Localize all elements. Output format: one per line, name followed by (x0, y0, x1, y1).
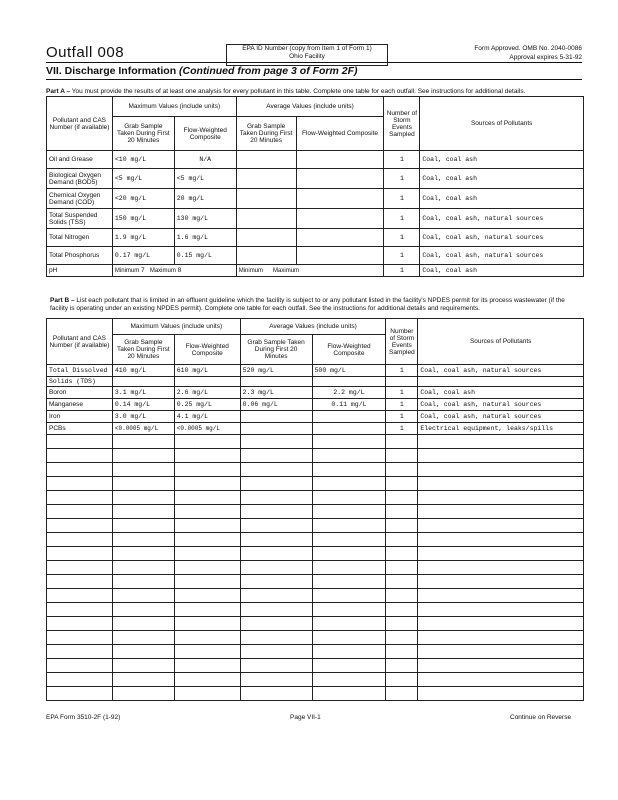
table-row (47, 229, 584, 247)
table-row (47, 377, 584, 387)
row-max-flow: 20 mg/L (174, 189, 236, 209)
blank-row (47, 491, 584, 505)
col-avg-grab: Grab Sample Taken During First 20 Minutes (236, 117, 296, 151)
blank-row (47, 575, 584, 589)
row-pollutant: Manganese (47, 399, 113, 411)
row-pollutant: Boron (47, 387, 113, 399)
row-max-grab: <10 mg/L (112, 151, 174, 169)
blank-row (47, 533, 584, 547)
table-row (47, 423, 584, 435)
row-max-grab: 410 mg/L (112, 365, 174, 377)
col-sources: Sources of Pollutants (420, 97, 584, 151)
part-a-table (46, 96, 584, 277)
row-avg-flow (296, 247, 384, 265)
epa-id-value: Ohio Facility (289, 53, 325, 60)
col-max-grab: Grab Sample Taken During First 20 Minutes (112, 117, 174, 151)
row-avg-flow (296, 229, 384, 247)
row-max-grab: 0.14 mg/L (112, 399, 174, 411)
blank-row (47, 589, 584, 603)
row-pollutant: Total Phosphorus (47, 247, 113, 265)
row-avg-flow (296, 151, 384, 169)
col-max-flow-b: Flow-Weighted Composite (174, 335, 240, 365)
blank-row (47, 645, 584, 659)
row-pollutant: pH (47, 265, 113, 277)
row-source: Coal, coal ash (420, 169, 584, 189)
row-avg-flow: 0.11 mg/L (312, 399, 386, 411)
row-pollutant: Solids (TDS) (47, 377, 113, 387)
row-pollutant: Biological Oxygen Demand (BOD5) (47, 169, 113, 189)
row-max-flow: <5 mg/L (174, 169, 236, 189)
row-source: Coal, coal ash (420, 265, 584, 277)
row-source: Coal, coal ash, natural sources (420, 229, 584, 247)
row-max-grab: 1.9 mg/L (112, 229, 174, 247)
part-a-label: Part A – (46, 88, 71, 95)
row-pollutant: Total Dissolved (47, 365, 113, 377)
row-max-flow: 1.6 mg/L (174, 229, 236, 247)
blank-row (47, 505, 584, 519)
row-avg-grab (236, 169, 296, 189)
col-max-values: Maximum Values (include units) (112, 97, 236, 117)
part-a-text: You must provide the results of at least one analysis for every pollutant in this table. Complete one table for each outfall. See instructions for additional details. (71, 88, 526, 95)
form-approval (430, 44, 582, 62)
row-avg-grab (240, 423, 312, 435)
epa-id-label: EPA ID Number (copy from Item 1 of Form 1) (242, 45, 372, 52)
row-max-flow: N/A (174, 151, 236, 169)
section-title-sub: (Continued from page 3 of Form 2F) (179, 65, 358, 77)
col-pollutant: Pollutant and CAS Number (if available) (47, 97, 113, 151)
row-avg-grab (236, 247, 296, 265)
col-storm-events-b: Number of Storm Events Sampled (386, 319, 418, 365)
row-source: Coal, coal ash, natural sources (418, 411, 584, 423)
row-events: 1 (386, 365, 418, 377)
col-storm-events: Number of Storm Events Sampled (384, 97, 420, 151)
table-row (47, 169, 584, 189)
section-title-main: VII. Discharge Information (46, 65, 177, 77)
row-events: 1 (384, 169, 420, 189)
row-max-grab: 150 mg/L (112, 209, 174, 229)
row-avg-flow (312, 423, 386, 435)
row-avg-flow (296, 209, 384, 229)
footer-page: Page VII-1 (290, 714, 321, 721)
row-pollutant: Iron (47, 411, 113, 423)
blank-row (47, 687, 584, 701)
col-max-flow: Flow-Weighted Composite (174, 117, 236, 151)
part-a-instructions (46, 88, 586, 95)
table-row (47, 189, 584, 209)
ph-avg-minimum-label: Minimum (238, 267, 264, 274)
blank-row (47, 617, 584, 631)
row-avg-grab (236, 151, 296, 169)
row-events: 1 (384, 265, 420, 277)
row-events: 1 (384, 151, 420, 169)
row-events: 1 (384, 229, 420, 247)
row-source: Coal, coal ash, natural sources (420, 247, 584, 265)
table-row (47, 387, 584, 399)
row-max-flow: 610 mg/L (174, 365, 240, 377)
outfall-label: Outfall 008 (46, 44, 125, 61)
row-max-flow: 0.25 mg/L (174, 399, 240, 411)
table-row (47, 247, 584, 265)
row-avg-flow (296, 189, 384, 209)
part-b-instructions (50, 297, 580, 313)
blank-row (47, 603, 584, 617)
footer-continue: Continue on Reverse (510, 714, 572, 721)
table-row (47, 399, 584, 411)
row-events: 1 (384, 209, 420, 229)
row-max-flow: 2.6 mg/L (174, 387, 240, 399)
row-events: 1 (384, 247, 420, 265)
row-max-flow: 4.1 mg/L (174, 411, 240, 423)
blank-row (47, 463, 584, 477)
row-avg-grab: 2.3 mg/L (240, 387, 312, 399)
row-max-grab: 3.0 mg/L (112, 411, 174, 423)
row-avg-grab: 0.06 mg/L (240, 399, 312, 411)
ph-minimum-label: Minimum (114, 268, 140, 274)
row-source: Electrical equipment, leaks/spills (418, 423, 584, 435)
ph-avg-maximum-label: Maximum (273, 267, 300, 274)
blank-row (47, 547, 584, 561)
part-b-label: Part B – (50, 297, 75, 304)
row-max-flow: <0.0005 mg/L (174, 423, 240, 435)
row-max-grab: <0.0005 mg/L (112, 423, 174, 435)
row-pollutant: Oil and Grease (47, 151, 113, 169)
part-b-text: List each pollutant that is limited in an effluent guideline which the facility is subject to or any pollutant listed in the facility's NPDES permit for its process wastewater (if the facility is operating under an existing NPDES permit). Complete one table for each outfall. See the instructions for additional details and requirements. (50, 297, 565, 312)
col-avg-values: Average Values (include units) (236, 97, 384, 117)
col-pollutant-b: Pollutant and CAS Number (if available) (47, 319, 113, 365)
row-pollutant: PCBs (47, 423, 113, 435)
table-row (47, 209, 584, 229)
section-title (46, 62, 582, 80)
row-max-grab: <20 mg/L (112, 189, 174, 209)
footer-form-id: EPA Form 3510-2F (1-92) (46, 714, 121, 721)
row-source: Coal, coal ash (420, 189, 584, 209)
row-avg-grab (236, 229, 296, 247)
row-avg-flow: 2.2 mg/L (312, 387, 386, 399)
row-avg-flow (312, 411, 386, 423)
row-max-grab: 3.1 mg/L (112, 387, 174, 399)
row-events: 1 (386, 399, 418, 411)
blank-row (47, 519, 584, 533)
row-events: 1 (386, 411, 418, 423)
row-source: Coal, coal ash (418, 387, 584, 399)
row-pollutant: Total Suspended Solids (TSS) (47, 209, 113, 229)
table-row (47, 365, 584, 377)
row-pollutant: Total Nitrogen (47, 229, 113, 247)
row-avg-grab: 520 mg/L (240, 365, 312, 377)
col-avg-grab-b: Grab Sample Taken During First 20 Minutes (240, 335, 312, 365)
col-max-values-b: Maximum Values (include units) (112, 319, 240, 335)
ph-maximum-label: Maximum (149, 268, 176, 274)
blank-row (47, 631, 584, 645)
blank-row (47, 477, 584, 491)
col-sources-b: Sources of Pollutants (418, 319, 584, 365)
row-avg-grab (236, 189, 296, 209)
col-avg-values-b: Average Values (include units) (240, 319, 386, 335)
blank-row (47, 561, 584, 575)
col-avg-flow-b: Flow-Weighted Composite (312, 335, 386, 365)
row-source: Coal, coal ash, natural sources (420, 209, 584, 229)
blank-row (47, 673, 584, 687)
row-events: 1 (384, 189, 420, 209)
row-events: 1 (386, 423, 418, 435)
row-source: Coal, coal ash (420, 151, 584, 169)
row-avg-flow: 500 mg/L (312, 365, 386, 377)
table-row (47, 151, 584, 169)
blank-row (47, 449, 584, 463)
table-row-ph (47, 265, 584, 277)
ph-minimum-value: 7 (140, 267, 145, 274)
blank-row (47, 659, 584, 673)
row-avg-grab (236, 209, 296, 229)
row-avg-grab (240, 411, 312, 423)
col-avg-flow: Flow-Weighted Composite (296, 117, 384, 151)
col-max-grab-b: Grab Sample Taken During First 20 Minutes (112, 335, 174, 365)
part-b-table (46, 318, 584, 701)
row-avg-flow (296, 169, 384, 189)
row-pollutant: Chemical Oxygen Demand (COD) (47, 189, 113, 209)
form-approval-omb: Form Approved. OMB No. 2040-0086 (474, 45, 582, 52)
ph-maximum-value: 8 (177, 267, 182, 274)
row-max-flow: 130 mg/L (174, 209, 236, 229)
row-events: 1 (386, 387, 418, 399)
row-max-flow: 0.15 mg/L (174, 247, 236, 265)
row-source: Coal, coal ash, natural sources (418, 399, 584, 411)
row-max-grab: <5 mg/L (112, 169, 174, 189)
blank-row (47, 435, 584, 449)
table-row (47, 411, 584, 423)
form-approval-expiry: Approval expires 5-31-92 (509, 54, 582, 61)
row-max-grab: 0.17 mg/L (112, 247, 174, 265)
row-source: Coal, coal ash, natural sources (418, 365, 584, 377)
